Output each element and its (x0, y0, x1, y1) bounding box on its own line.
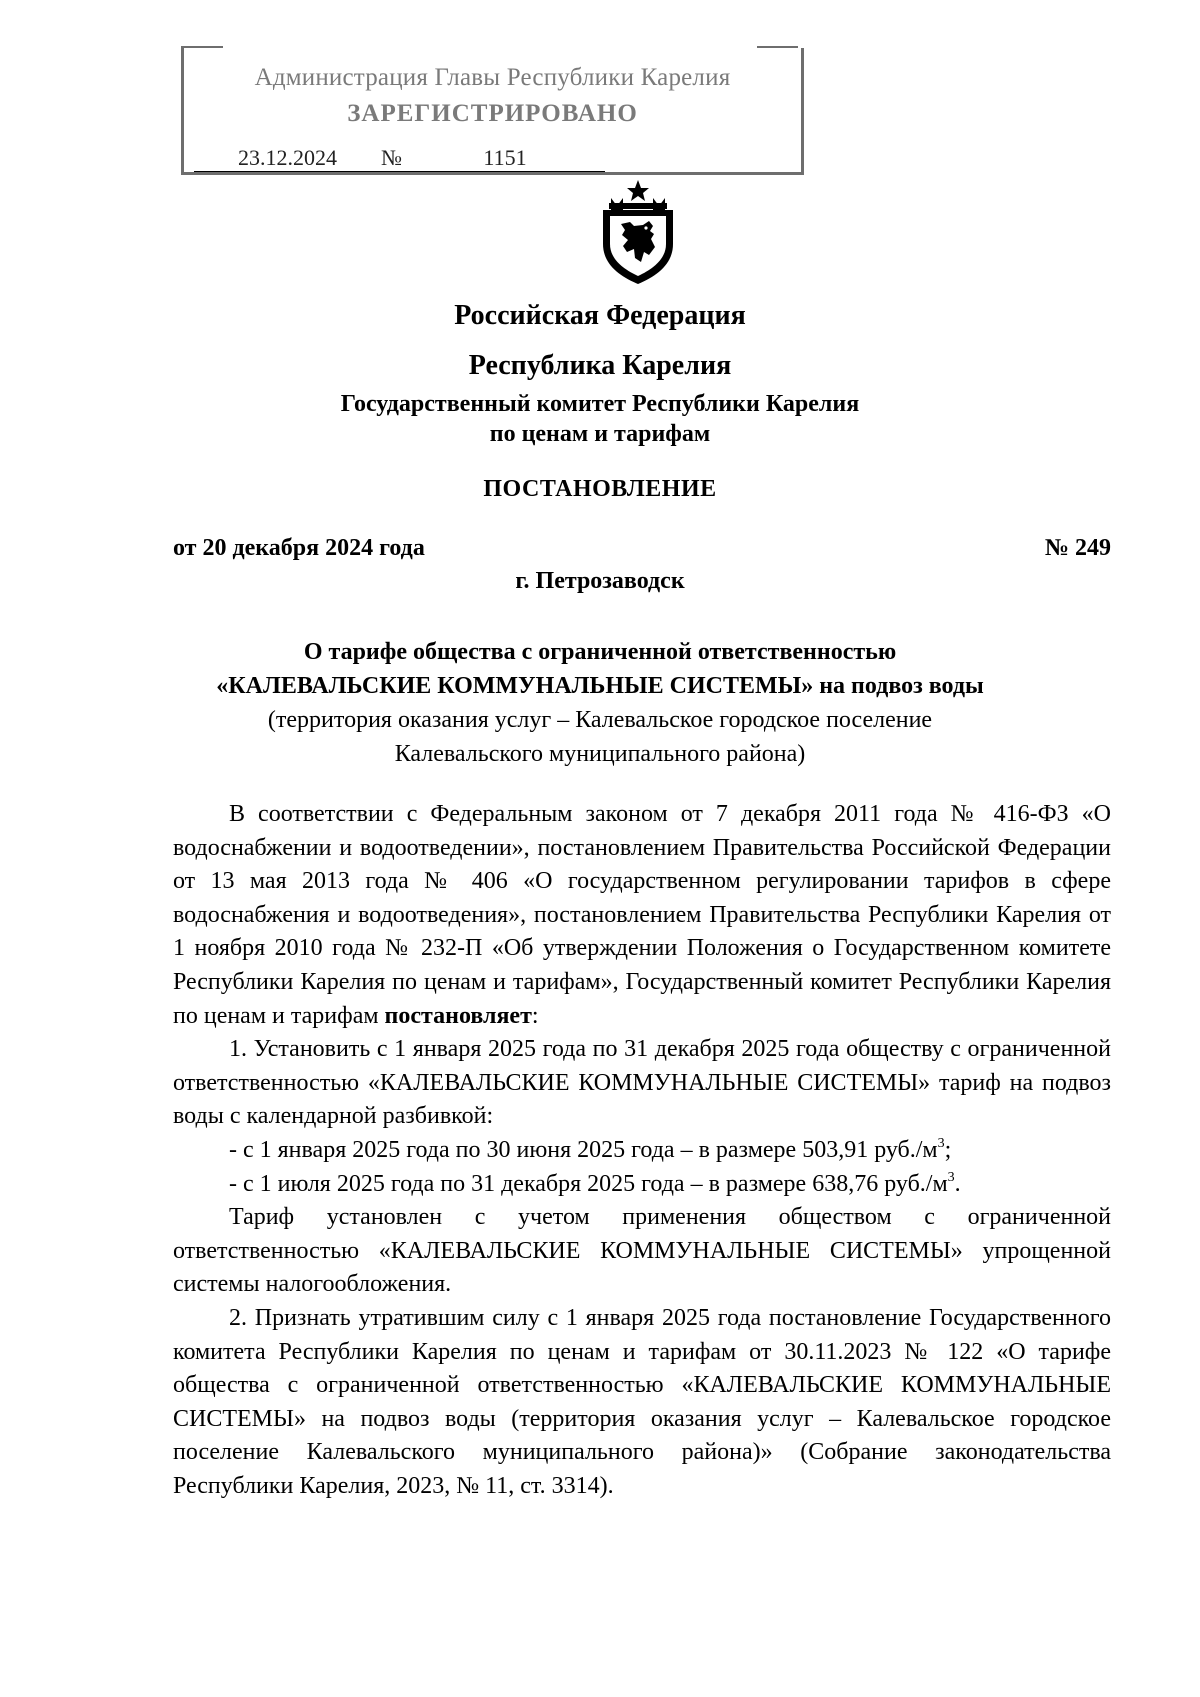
decree-title-line3: (территория оказания услуг – Калевальское городское поселение (267, 707, 933, 733)
decree-date: от 20 декабря 2024 года (173, 535, 425, 561)
item-1-period-b-end: . (954, 1170, 961, 1197)
stamp-authority: Администрация Главы Республики Карелия (254, 64, 731, 91)
item-1-period-a-text: - с 1 января 2025 года по 30 июня 2025 года – в размере 503,91 руб./м (229, 1136, 938, 1163)
cubic-superscript: 3 (937, 1135, 945, 1151)
document-type: ПОСТАНОВЛЕНИЕ (483, 476, 717, 502)
preamble-resolves: постановляет (384, 1002, 532, 1029)
cubic-superscript: 3 (947, 1169, 955, 1185)
item-1-tax-note: Тариф установлен с учетом применения обществом с ограниченной ответственностью «КАЛЕВАЛЬСКИЕ КОММУНАЛЬНЫЕ СИСТЕМЫ» упрощенной системы налогообложения. (173, 1204, 1111, 1298)
decree-city: г. Петрозаводск (515, 568, 685, 594)
preamble-paragraph (173, 798, 1111, 1033)
stamp-corner-ticks (181, 46, 798, 66)
decree-title-line2: «КАЛЕВАЛЬСКИЕ КОММУНАЛЬНЫЕ СИСТЕМЫ» на подвоз воды (216, 673, 984, 699)
registration-stamp (181, 48, 804, 175)
item-1-paragraph: 1. Установить с 1 января 2025 года по 31 декабря 2025 года обществу с ограниченной ответственностью «КАЛЕВАЛЬСКИЕ КОММУНАЛЬНЫЕ СИСТЕМЫ» тариф на подвоз воды с календарной разбивкой: (173, 1036, 1111, 1130)
preamble-colon: : (531, 1002, 539, 1029)
item-1-period-a-end: ; (944, 1136, 952, 1163)
stamp-date: 23.12.2024 (194, 145, 381, 172)
decree-body (173, 798, 1111, 1503)
stamp-registration-row (194, 145, 605, 172)
coat-of-arms-karelia-icon (597, 178, 679, 286)
item-1-period-a (173, 1134, 1111, 1168)
header-federation: Российская Федерация (454, 300, 746, 331)
item-1-period-b (173, 1168, 1111, 1202)
preamble-text: В соответствии с Федеральным законом от 7 декабря 2011 года № 416-ФЗ «О водоснабжении и водоотведении», постановлением Правительства Российской Федерации от 13 мая 2013 года № 406 «О государственном регулировании тарифов в сфере водоснабжения и водоотведения», постановлением Правительства Республики Карелия от 1 ноября 2010 года № 232-П «Об утверждении Положения о Государственном комитете Республики Карелия по ценам и тарифам», Государственный комитет Республики Карелия по ценам и тарифам (173, 801, 1111, 1029)
header-republic: Республика Карелия (468, 350, 732, 381)
stamp-number-sign: № (381, 145, 405, 172)
stamp-number: 1151 (405, 145, 605, 172)
item-1-period-b-text: - с 1 июля 2025 года по 31 декабря 2025 года – в размере 638,76 руб./м (229, 1170, 948, 1197)
decree-title-line1: О тарифе общества с ограниченной ответственностью (303, 639, 897, 665)
stamp-registered-label: ЗАРЕГИСТРИРОВАНО (347, 100, 638, 127)
item-2-paragraph: 2. Признать утратившим силу с 1 января 2025 года постановление Государственного комитета Республики Карелия по ценам и тарифам от 30.11.2023 № 122 «О тарифе общества с ограниченной ответственностью «КАЛЕВАЛЬСКИЕ КОММУНАЛЬНЫЕ СИСТЕМЫ» на подвоз воды (территория оказания услуг – Калевальское городское поселение Калевальского муниципального района)» (Собрание законодательства Республики Карелия, 2023, № 11, ст. 3314). (173, 1304, 1111, 1499)
header-committee-line1: Государственный комитет Республики Карелия (340, 391, 860, 417)
decree-title-line4: Калевальского муниципального района) (394, 741, 806, 767)
decree-number: № 249 (1044, 535, 1111, 561)
header-committee-line2: по ценам и тарифам (489, 421, 711, 447)
